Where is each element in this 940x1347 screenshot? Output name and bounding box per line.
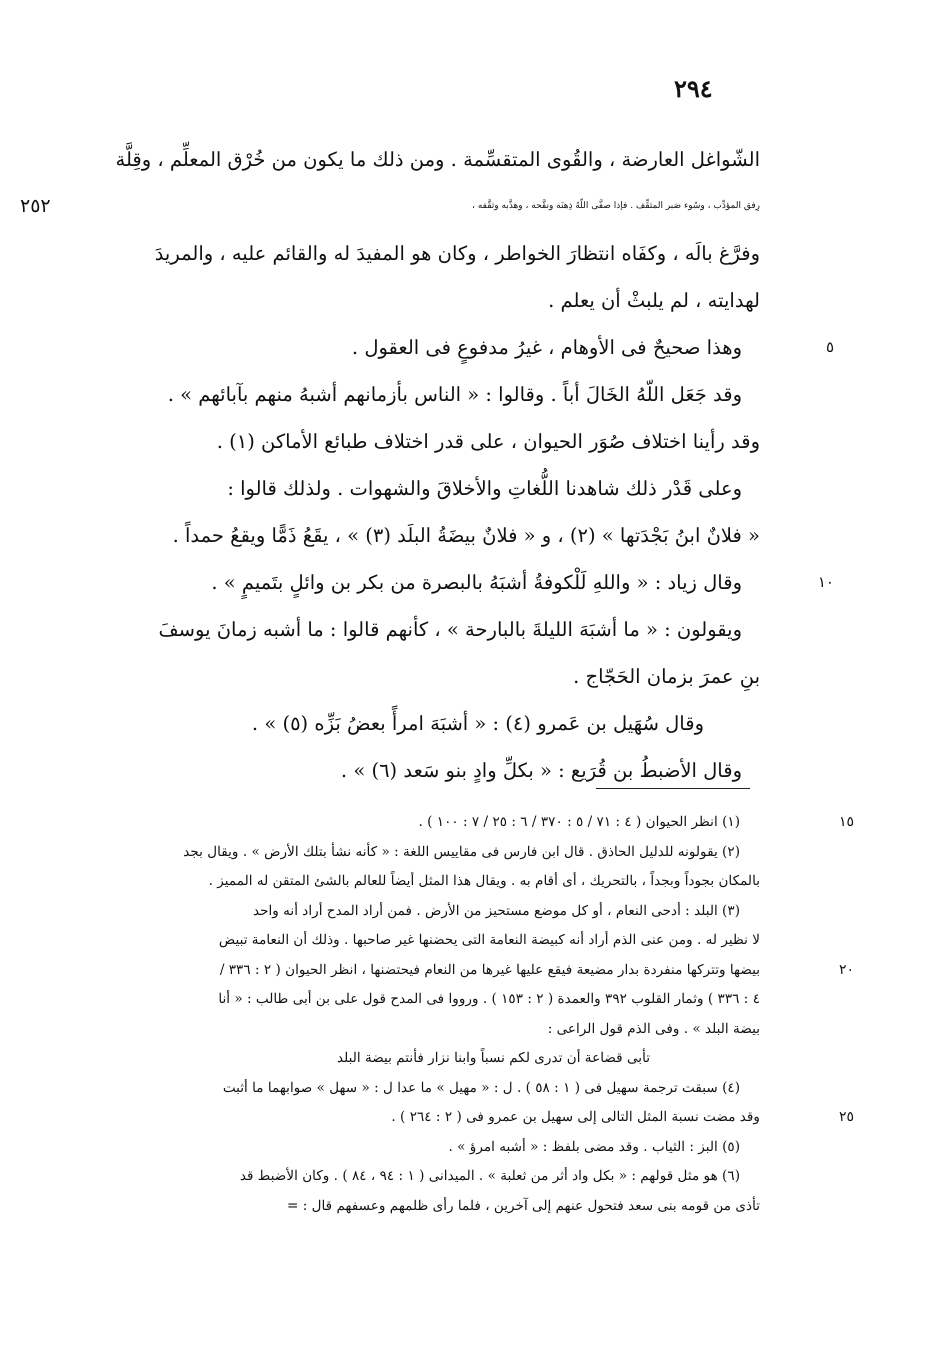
main-text — [20, 136, 834, 794]
text-line-content: رِفق المؤدِّب ، وسُوء صَبر المثقِّف . فإذا صفَّى اللّهُ ذِهنَه ونقَّحه ، وهذَّبه وثقَّفه ، — [472, 201, 760, 211]
text-line: وعلى قَدْر ذلك شاهدنا اللُّغاتِ والأخلاقَ والشهوات . ولذلك قالوا : — [227, 477, 742, 500]
footnote-line: بالمكان بجوداً وبجداً ، بالتحريك ، أى أقام به . ويقال هذا المثل أيضاً للعالم بالشئ المتقن له المميز . — [208, 873, 760, 889]
footnotes — [96, 808, 854, 1221]
text-line: ويقولون : « ما أشبَهَ الليلةَ بالبارحة » ، كأنهم قالوا : ما أشبه زمانَ يوسفَ — [158, 618, 742, 641]
footnote-line: (٥) البز : الثياب . وقد مضى بلفظ : « أشبه امرؤ » . — [448, 1138, 740, 1155]
text-line: وقد جَعَل اللّهُ الخَالَ أباً . وقالوا : « الناس بأزمانهم أشبهُ منهم بآبائهم » . — [167, 383, 742, 406]
footnote-line: بيضة البلد » . وفى الذم قول الراعى : — [547, 1020, 760, 1037]
footnote-line-content: بيضها وتتركها منفردة بدار مضيعة فيقع عليها غيرها من النعام فيحتضنها ، انظر الحيوان ( ٢ : ٣٣٦ / — [219, 961, 760, 978]
text-line — [96, 559, 834, 606]
footnote-line: (٦) هو مثل قولهم : « بكل واد أثر من ثعلبة » . الميدانى ( ١ : ٩٤ ، ٨٤ ) . وكان الأضبط قد — [239, 1168, 740, 1184]
margin-page-marker: ٢٥٢ — [20, 195, 51, 217]
line-number: ٢٥ — [838, 1109, 854, 1125]
footnote-line — [96, 956, 854, 986]
text-line: الشّواغل العارضة ، والقُوى المتقسِّمة . ومن ذلك ما يكون من خُرْق المعلِّم ، وقِلَّة — [115, 148, 760, 171]
footnote-verse: تأبى قضاعة أن تدرى لكم نسباً وابنا نزار فأنتم بيضة البلد — [337, 1050, 650, 1066]
footnote-line: تأذى من قومه بنى سعد فتحول عنهم إلى آخرين ، فلما رأى ظلمهم وعسفهم قال : = — [287, 1197, 760, 1214]
line-number: ٥ — [825, 338, 834, 356]
text-line-content: وقال زياد : « واللهِ لَلْكوفةُ أشبَهُ بالبصرة من بكر بن وائلٍ بتَميمٍ » . — [211, 571, 742, 594]
footnote-line: (٣) البلد : أدحى النعام ، أو كل موضع مستحيز من الأرض . فمن أراد المدح أراد أنه واحد — [252, 902, 740, 919]
footnote-line — [96, 1103, 854, 1133]
text-line — [20, 183, 760, 230]
text-line: لهدايته ، لم يلبثْ أن يعلم . — [548, 289, 760, 312]
footnote-line-content: وقد مضت نسبة المثل التالى إلى سهيل بن عمرو فى ( ٢ : ٢٦٤ ) . — [391, 1109, 760, 1125]
footnote-line: (٤) سبقت ترجمة سهيل فى ( ١ : ٥٨ ) . ل : « مهيل » ما عدا ل : « سهل » صوابهما ما أثبت — [222, 1079, 740, 1096]
page-number: ٢٩٤ — [674, 74, 713, 103]
line-number: ١٠ — [817, 573, 834, 591]
text-line: وقد رأينا اختلاف صُوَر الحيوان ، على قدر اختلاف طبائع الأماكن (١) . — [216, 430, 760, 453]
text-line-content: وهذا صحيحٌ فى الأوهام ، غيرُ مدفوعٍ فى العقول . — [351, 336, 742, 359]
footnote-line — [96, 808, 854, 838]
text-line — [96, 324, 834, 371]
line-number: ١٥ — [838, 814, 854, 830]
footnote-separator — [596, 788, 750, 789]
footnote-line: (٢) يقولونه للدليل الحاذق . قال ابن فارس فى مقاييس اللغة : « كأنه نشأ بتلك الأرض » . ويقال بجد — [183, 843, 740, 860]
text-line: بنِ عمرَ بزمان الحَجّاج . — [573, 665, 760, 688]
footnote-line: لا نظير له . ومن عنى الذم أراد أنه كبيضة النعامة التى يحضنها غير صاحبها . وذلك أن النعامة تبيض — [218, 932, 760, 948]
footnote-line-content: (١) انظر الحيوان ( ٤ : ٧١ / ٥ : ٣٧٠ / ٦ : ٢٥ / ٧ : ١٠٠ ) . — [418, 814, 740, 830]
text-line: وقال الأضبطُ بن قُرَيع : « بكلِّ وادٍ بنو سَعد (٦) » . — [340, 759, 742, 782]
text-line: وفرَّغ بالَه ، وكفَاه انتظارَ الخواطر ، وكان هو المفيدَ له والقائم عليه ، والمريدَ — [154, 242, 760, 265]
footnote-line: ٤ : ٣٣٦ ) وثمار القلوب ٣٩٢ والعمدة ( ٢ : ١٥٣ ) . ورووا فى المدح قول على بن أبى طالب : « أنا — [218, 991, 760, 1007]
text-line: « فلانٌ ابنُ بَجْدَتها » (٢) ، و « فلانٌ بيضَةُ البلَد (٣) » ، يقَعُ ذَمًّا ويقعُ حمداً . — [172, 524, 760, 547]
text-line: وقال سُهَيل بن عَمرو (٤) : « أشبَهَ امرأً بعضُ بَزِّه (٥) » . — [251, 712, 704, 735]
line-number: ٢٠ — [838, 961, 854, 978]
